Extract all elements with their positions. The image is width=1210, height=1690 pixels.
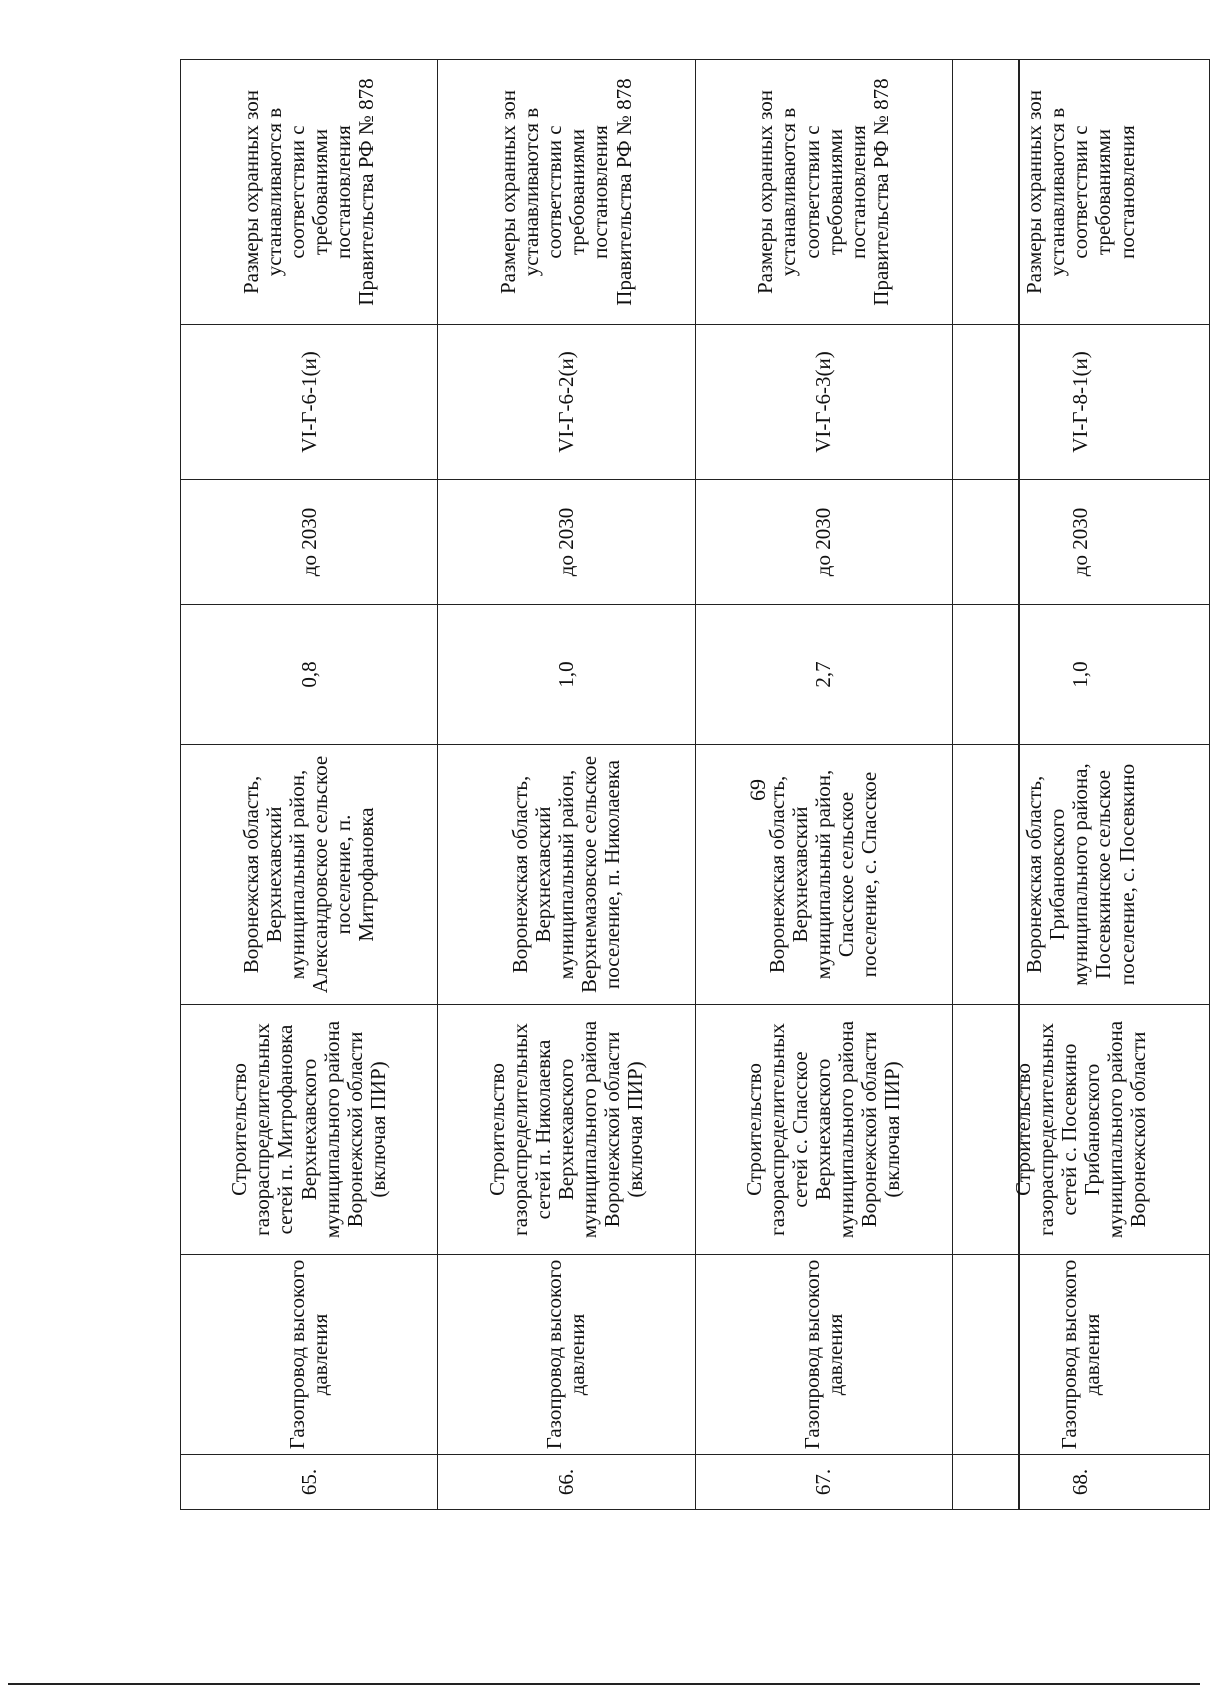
- protection-zones: Размеры охранных зон устанавливаются в соответствии с требованиями постановления Правительства РФ № 878: [438, 60, 695, 325]
- location: Воронежская область, Верхнехавский муниципальный район, Верхнемазовское сельское поселение, п. Николаевка: [438, 745, 695, 1005]
- rotated-table-frame: [180, 60, 1151, 1510]
- object-name: Газопровод высокого давления: [438, 1255, 695, 1455]
- protection-zones: Размеры охранных зон устанавливаются в соответствии с требованиями постановления Правительства РФ № 878: [181, 60, 438, 325]
- rotated-table-content: [180, 60, 1151, 1510]
- term: до 2030: [181, 480, 438, 605]
- term: до 2030: [952, 480, 1209, 605]
- protection-zones: Размеры охранных зон устанавливаются в соответствии с требованиями постановления: [952, 60, 1209, 325]
- row-number: 68.: [952, 1455, 1209, 1510]
- length: 2,7: [695, 605, 952, 745]
- project-description: Строительство газораспределительных сетей с. Посевкино Грибановского муниципального района Воронежской области: [952, 1005, 1209, 1255]
- project-description: Строительство газораспределительных сетей п. Митрофановка Верхнехавского муниципального района Воронежской области (включая ПИР): [181, 1005, 438, 1255]
- object-code: VI-Г-8-1(и): [952, 325, 1209, 480]
- object-code: VI-Г-6-2(и): [438, 325, 695, 480]
- table-row: [695, 60, 952, 1510]
- object-name: Газопровод высокого давления: [181, 1255, 438, 1455]
- bottom-rule: [8, 1683, 1200, 1685]
- object-code: VI-Г-6-3(и): [695, 325, 952, 480]
- term: до 2030: [695, 480, 952, 605]
- length: 1,0: [952, 605, 1209, 745]
- object-name: Газопровод высокого давления: [695, 1255, 952, 1455]
- location: Воронежская область, Верхнехавский муниципальный район, Александровское сельское поселение, п. Митрофановка: [181, 745, 438, 1005]
- location: Воронежская область, Грибановского муниципального района, Посевкинское сельское поселение, с. Посевкино: [952, 745, 1209, 1005]
- row-number: 67.: [695, 1455, 952, 1510]
- objects-table: [180, 59, 1210, 1510]
- table-row: [181, 60, 438, 1510]
- table-row: [952, 60, 1209, 1510]
- table-row: [438, 60, 695, 1510]
- term: до 2030: [438, 480, 695, 605]
- length: 0,8: [181, 605, 438, 745]
- location: Воронежская область, Верхнехавский муниципальный район, Спасское сельское поселение, с. Спасское: [695, 745, 952, 1005]
- project-description: Строительство газораспределительных сетей с. Спасское Верхнехавского муниципального района Воронежской области (включая ПИР): [695, 1005, 952, 1255]
- length: 1,0: [438, 605, 695, 745]
- row-number: 66.: [438, 1455, 695, 1510]
- object-code: VI-Г-6-1(и): [181, 325, 438, 480]
- object-name: Газопровод высокого давления: [952, 1255, 1209, 1455]
- page-number: 69: [745, 779, 770, 801]
- protection-zones: Размеры охранных зон устанавливаются в соответствии с требованиями постановления Правительства РФ № 878: [695, 60, 952, 325]
- row-number: 65.: [181, 1455, 438, 1510]
- project-description: Строительство газораспределительных сетей п. Николаевка Верхнехавского муниципального района Воронежской области (включая ПИР): [438, 1005, 695, 1255]
